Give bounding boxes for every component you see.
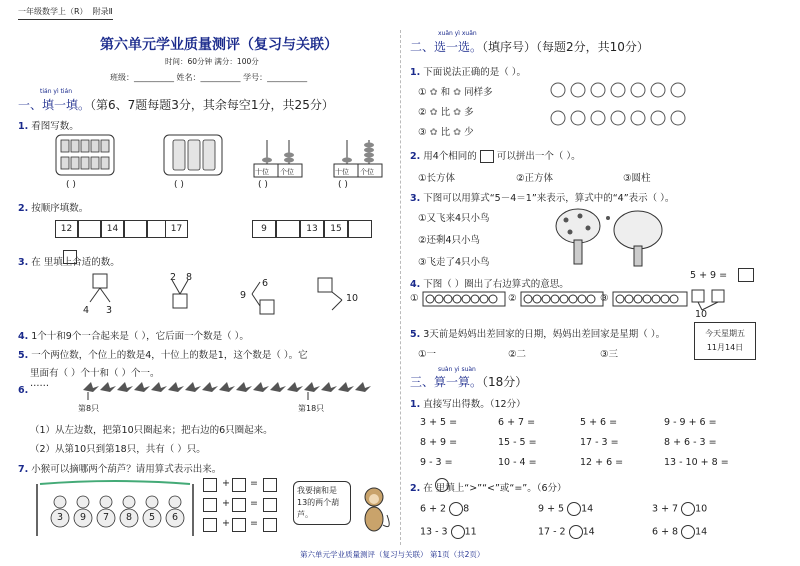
sec1-title-text: 一、填一填。: [18, 98, 91, 112]
s2-text: 用4个相同的: [423, 151, 477, 162]
compare-left: 13 - 3: [420, 526, 448, 538]
calc-item[interactable]: 8 + 6 - 3 =: [664, 437, 717, 448]
calc-item[interactable]: 5 + 6 =: [580, 417, 618, 428]
time-score: 时间：60分钟 满分：100分: [165, 57, 259, 66]
q1-answer-3[interactable]: ( ): [258, 180, 268, 190]
q7-box[interactable]: [232, 498, 246, 512]
q4-text: 1个十和9个一合起来是（ ），它后面一个数是（ ）。: [31, 331, 249, 342]
q1: [18, 118, 79, 132]
s2-text2: 可以拼出一个（ ）。: [496, 151, 581, 162]
calc-item[interactable]: 15 - 5 =: [498, 437, 537, 448]
plus-sign: +: [222, 518, 230, 529]
flower-icon: ✿: [429, 87, 438, 98]
compare-right: 14: [582, 526, 595, 538]
c2: [410, 480, 567, 494]
compare-circle[interactable]: [451, 525, 465, 539]
compare-item[interactable]: [652, 525, 707, 539]
tree2-right: 8: [186, 272, 193, 283]
s1-text: 下面说法正确的是（ ）。: [423, 67, 527, 78]
sec1-title: [18, 96, 334, 113]
q1-answer-2[interactable]: ( ): [174, 180, 184, 190]
q3-box-example: [63, 250, 77, 264]
seq2-cell: 15: [324, 220, 348, 238]
calc-item[interactable]: 12 + 6 =: [580, 457, 624, 468]
q7-box[interactable]: [263, 518, 277, 532]
s2-opt[interactable]: ①长方体: [418, 173, 456, 184]
q2-num: 2.: [18, 203, 29, 214]
c2-num: 2.: [410, 483, 421, 494]
abacus2-tens: 十位: [335, 168, 349, 176]
sec1-pinyin: tián yì tián: [40, 88, 73, 95]
calc-item[interactable]: 9 - 3 =: [420, 457, 453, 468]
s1-opt2-word2: 多: [464, 107, 474, 118]
q6-part1: （1）从左边数，把第10只圈起来；把右边的6只圈起来。: [30, 425, 273, 436]
s4-opt2[interactable]: [508, 293, 517, 304]
flower-icon: ✿: [429, 127, 438, 138]
q2: [18, 200, 88, 214]
q3-text: 在 里填上合适的数。: [31, 257, 120, 268]
s2-opt[interactable]: ③圆柱: [623, 173, 651, 184]
seq1-cell[interactable]: [78, 220, 101, 238]
s5-opt[interactable]: ②二: [508, 349, 527, 360]
s4-circles-2: [520, 291, 604, 307]
q7-box[interactable]: [232, 478, 246, 492]
page-title: 第六单元学业质量测评（复习与关联）: [100, 37, 338, 53]
s1-opt1-word2: 同样多: [464, 87, 493, 98]
compare-circle[interactable]: [567, 502, 581, 516]
compare-left: 6 + 2: [420, 503, 447, 515]
s4-opt3-num: ③: [600, 293, 609, 304]
book-header: [18, 6, 113, 20]
s1-opt1[interactable]: [418, 84, 493, 98]
q6-dots: ……: [30, 378, 49, 389]
q7-box[interactable]: [263, 478, 277, 492]
gourd: 5: [149, 512, 156, 523]
s2: [410, 148, 581, 163]
s4-circles-3: [612, 291, 688, 307]
sec3-title-text: 三、算一算。: [410, 375, 483, 389]
s3-num: 3.: [410, 193, 421, 204]
abacus2-ones: 个位: [360, 168, 374, 176]
sec3-pinyin: suàn yi suàn: [438, 366, 476, 373]
cube-icon: [480, 150, 494, 163]
s1-opt2[interactable]: [418, 104, 474, 118]
monkey-speech-bubble: 我要摘和是13的两个葫芦。: [293, 481, 351, 525]
s1-opt3[interactable]: [418, 124, 474, 138]
compare-circle[interactable]: [681, 525, 695, 539]
sec2-pinyin: xuǎn yì xuǎn: [438, 30, 477, 37]
appendix-label: 附录Ⅱ: [92, 7, 113, 16]
tree3-left: 9: [240, 290, 247, 301]
tree2-left: 2: [170, 272, 177, 283]
flower-icon: ✿: [453, 87, 462, 98]
q7-box[interactable]: [203, 518, 217, 532]
s1-opt2-word: 比: [440, 107, 451, 118]
tree1-left: 4: [83, 305, 90, 316]
seq1-cell: 14: [101, 220, 124, 238]
grade-label: 一年级数学上（R）: [18, 7, 88, 16]
s3-opt[interactable]: ①又飞来4只小鸟: [418, 213, 490, 224]
plus-sign: +: [222, 498, 230, 509]
calendar-card: [694, 322, 756, 360]
compare-left: 6 + 8: [652, 526, 679, 538]
s4-eq-box: [738, 268, 754, 282]
gourd: 3: [57, 512, 64, 523]
sec3-title: [410, 373, 527, 390]
s3-opt[interactable]: ②还剩4只小鸟: [418, 235, 481, 246]
number-trees: [80, 272, 380, 320]
compare-right: 14: [695, 526, 708, 538]
q7-box[interactable]: [203, 478, 217, 492]
s4: [410, 276, 569, 290]
calc-item[interactable]: 10 - 4 =: [498, 457, 537, 468]
sec3-note: （18分）: [482, 375, 528, 389]
s1-opt3-word: 比: [440, 127, 451, 138]
s1-opt1-num: ①: [418, 87, 427, 98]
s2-num: 2.: [410, 151, 421, 162]
compare-circle[interactable]: [681, 502, 695, 516]
seq2-cell: 9: [252, 220, 276, 238]
calc-item[interactable]: 8 + 9 =: [420, 437, 458, 448]
s1-opt2-num: ②: [418, 107, 427, 118]
gourd: 8: [126, 512, 133, 523]
c1-text: 直接写出得数。（12分）: [423, 399, 526, 410]
compare-left: 9 + 5: [538, 503, 565, 515]
s3-text: 下图可以用算式“5－4＝1”来表示，算式中的“4”表示（ ）。: [423, 193, 675, 204]
q5: [18, 347, 308, 361]
s4-opt1-num: ①: [410, 293, 419, 304]
q7-box[interactable]: [263, 498, 277, 512]
compare-item[interactable]: [420, 525, 477, 539]
gourd: 6: [172, 512, 179, 523]
s5: [410, 326, 665, 340]
s4-text: 下图（ ）圈出了右边算式的意思。: [423, 279, 569, 290]
seq1-cell: 17: [165, 220, 188, 238]
compare-item[interactable]: [538, 525, 595, 539]
s5-num: 5.: [410, 329, 421, 340]
s4-split-tree: [690, 284, 730, 312]
compare-left: 17 - 2: [538, 526, 566, 538]
q6: [18, 385, 28, 396]
gourd-vine: [35, 478, 195, 538]
q1-answer-4[interactable]: ( ): [338, 180, 348, 190]
flower-icon: ✿: [453, 127, 462, 138]
sec1-note: （第6、7题每题3分，其余每空1分，共25分）: [90, 98, 334, 112]
s1-opt1-word: 和: [440, 87, 451, 98]
gourd: 9: [80, 512, 87, 523]
s4-opt2-num: ②: [508, 293, 517, 304]
q1-answer-1[interactable]: ( ): [66, 180, 76, 190]
s3-opt[interactable]: ③飞走了4只小鸟: [418, 257, 490, 268]
stick-bundles-picture: [163, 134, 223, 176]
s4-circles-1: [422, 291, 506, 307]
trees-birds-picture: [550, 206, 670, 268]
s4-opt3[interactable]: [600, 293, 609, 304]
q6-part2: （2）从第10只到第18只，共有（ ）只。: [30, 444, 206, 455]
s5-opt[interactable]: ①一: [418, 349, 437, 360]
s4-opt1[interactable]: [410, 293, 419, 304]
q1-num: 1.: [18, 121, 29, 132]
calc-item[interactable]: 13 - 10 + 8 =: [664, 457, 729, 468]
pencil-box-picture: [55, 134, 115, 176]
compare-item[interactable]: [420, 502, 469, 516]
calendar-day: 今天星期五: [705, 329, 745, 338]
label-18th-bird: 第18只: [298, 404, 325, 413]
q4: [18, 328, 249, 342]
s3: [410, 190, 674, 204]
q3-num: 3.: [18, 257, 29, 268]
label-8th-bird: 第8只: [78, 404, 100, 413]
calc-item[interactable]: 17 - 3 =: [580, 437, 619, 448]
compare-right: 10: [695, 503, 708, 515]
compare-item[interactable]: [538, 502, 593, 516]
q7: [18, 461, 221, 475]
s2-opt[interactable]: ②正方体: [516, 173, 554, 184]
flower-icon: ✿: [453, 107, 462, 118]
monkey-icon: [355, 485, 393, 535]
equals-sign: =: [250, 518, 258, 529]
q7-num: 7.: [18, 464, 29, 475]
q7-box[interactable]: [232, 518, 246, 532]
page-footer: 第六单元学业质量测评（复习与关联） 第1页（共2页）: [300, 550, 485, 559]
compare-circle[interactable]: [569, 525, 583, 539]
seq2-cell: 13: [300, 220, 324, 238]
seq1-cell[interactable]: [124, 220, 147, 238]
sec2-title: [410, 38, 649, 55]
c2-circle-example: [435, 478, 449, 492]
compare-right: 14: [581, 503, 594, 515]
q5-text: 一个两位数，个位上的数是4，十位上的数是1，这个数是（ ）。它: [31, 350, 308, 361]
sec2-note: （填序号）（每题2分，共10分）: [482, 40, 649, 54]
compare-right: 8: [463, 503, 470, 515]
calc-item[interactable]: 6 + 7 =: [498, 417, 536, 428]
q5-line2: 里面有（ ）个十和（ ）个一。: [30, 368, 160, 379]
s4-equation: 5 + 9 =: [690, 270, 728, 281]
abacus1-ones: 个位: [280, 168, 294, 176]
tree4-right: 10: [346, 293, 359, 304]
q7-box[interactable]: [203, 498, 217, 512]
s1-num: 1.: [410, 67, 421, 78]
compare-item[interactable]: [652, 502, 707, 516]
q4-num: 4.: [18, 331, 29, 342]
gourd: 7: [103, 512, 110, 523]
equals-sign: =: [250, 478, 258, 489]
tree1-right: 3: [106, 305, 113, 316]
compare-right: 11: [464, 526, 477, 538]
flowers-picture: [548, 80, 698, 136]
s1: [410, 64, 526, 78]
seq1-cell: 12: [55, 220, 78, 238]
column-divider: [400, 30, 401, 545]
compare-left: 3 + 7: [652, 503, 679, 515]
abacus1-tens: 十位: [255, 168, 269, 176]
calc-item[interactable]: 9 - 9 + 6 =: [664, 417, 717, 428]
calc-item[interactable]: 3 + 5 =: [420, 417, 458, 428]
s5-opt[interactable]: ③三: [600, 349, 619, 360]
s4-ten: 10: [695, 309, 708, 320]
calendar-date: 11月14日: [706, 343, 744, 352]
q6-num: 6.: [18, 385, 29, 396]
c2-text: 在 里填上“>”“<”或“=”。（6分）: [423, 483, 567, 494]
seq2-cell[interactable]: [348, 220, 372, 238]
s1-opt3-word2: 少: [464, 127, 474, 138]
s4-num: 4.: [410, 279, 421, 290]
q7-text: 小猴可以摘哪两个葫芦？请用算式表示出来。: [31, 464, 222, 475]
s1-opt3-num: ③: [418, 127, 427, 138]
seq2-cell[interactable]: [276, 220, 300, 238]
plus-sign: +: [222, 478, 230, 489]
s5-text: 3天前是妈妈出差回家的日期，妈妈出差回家是星期（ ）。: [423, 329, 666, 340]
q5-num: 5.: [18, 350, 29, 361]
sec2-title-text: 二、选一选。: [410, 40, 483, 54]
birds-row: [78, 378, 388, 400]
c1-num: 1.: [410, 399, 421, 410]
q1-text: 看图写数。: [31, 121, 79, 132]
flower-icon: ✿: [429, 107, 438, 118]
equals-sign: =: [250, 498, 258, 509]
tree3-right: 6: [262, 278, 269, 289]
compare-circle[interactable]: [449, 502, 463, 516]
q2-text: 按顺序填数。: [31, 203, 89, 214]
c1: [410, 396, 526, 410]
student-info: 班级：__________ 姓名：__________ 学号：__________: [110, 73, 308, 82]
